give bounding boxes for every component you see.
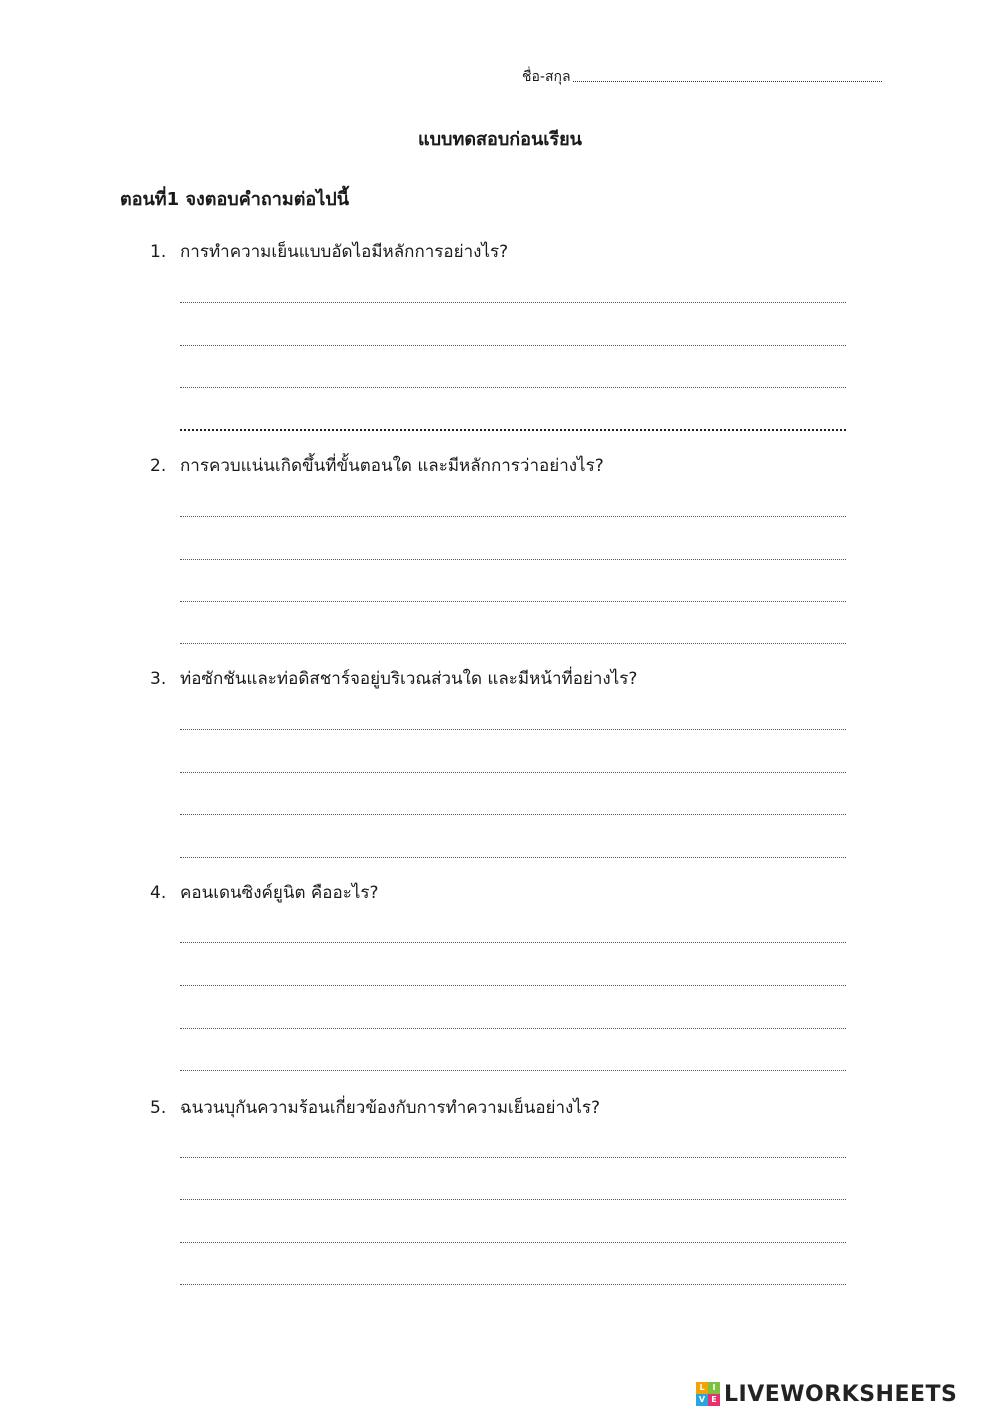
question-5 [150, 1096, 850, 1316]
question-number: 1. [150, 242, 167, 262]
question-number: 4. [150, 883, 167, 903]
answer-line[interactable] [180, 643, 846, 644]
name-label: ชื่อ-สกุล [522, 69, 571, 85]
question-text: ท่อซักชันและท่อดิสชาร์จอยู่บริเวณส่วนใด และมีหน้าที่อย่างไร? [180, 669, 638, 689]
question-3 [150, 667, 850, 887]
liveworksheets-logo [696, 1379, 957, 1409]
answer-line[interactable] [180, 1028, 846, 1029]
question-text: การควบแน่นเกิดขึ้นที่ขั้นตอนใด และมีหลักการว่าอย่างไร? [180, 456, 604, 476]
mark-tile: I [708, 1382, 720, 1394]
question-number: 5. [150, 1098, 167, 1118]
answer-line[interactable] [180, 1199, 846, 1200]
answer-line[interactable] [180, 729, 846, 730]
answer-line[interactable] [180, 942, 846, 943]
answer-line[interactable] [180, 985, 846, 986]
question-text: คอนเดนซิงค์ยูนิต คืออะไร? [180, 883, 379, 903]
answer-line[interactable] [180, 772, 846, 773]
question-text: การทำความเย็นแบบอัดไอมีหลักการอย่างไร? [180, 242, 509, 262]
section-heading: ตอนที่1 จงตอบคำถามต่อไปนี้ [120, 189, 350, 210]
answer-line[interactable] [180, 302, 846, 303]
question-1 [150, 240, 850, 460]
answer-line[interactable] [180, 516, 846, 517]
answer-line[interactable] [180, 345, 846, 346]
page-title: แบบทดสอบก่อนเรียน [418, 129, 582, 150]
name-blank-line[interactable] [573, 81, 882, 82]
answer-line[interactable] [180, 429, 846, 431]
answer-line[interactable] [180, 814, 846, 815]
answer-line[interactable] [180, 559, 846, 560]
question-number: 2. [150, 456, 167, 476]
liveworksheets-mark-icon [696, 1382, 720, 1406]
mark-tile: E [708, 1394, 720, 1406]
liveworksheets-wordmark: LIVEWORKSHEETS [724, 1381, 958, 1407]
question-text: ฉนวนบุกันความร้อนเกี่ยวข้องกับการทำความเย็นอย่างไร? [180, 1098, 601, 1118]
answer-line[interactable] [180, 387, 846, 388]
name-field[interactable] [522, 63, 882, 87]
answer-line[interactable] [180, 1284, 846, 1285]
answer-line[interactable] [180, 1157, 846, 1158]
answer-line[interactable] [180, 1070, 846, 1071]
mark-tile: L [696, 1382, 708, 1394]
answer-line[interactable] [180, 1242, 846, 1243]
mark-tile: V [696, 1394, 708, 1406]
answer-line[interactable] [180, 601, 846, 602]
question-2 [150, 454, 850, 674]
question-4 [150, 881, 850, 1101]
question-number: 3. [150, 669, 167, 689]
answer-line[interactable] [180, 857, 846, 858]
